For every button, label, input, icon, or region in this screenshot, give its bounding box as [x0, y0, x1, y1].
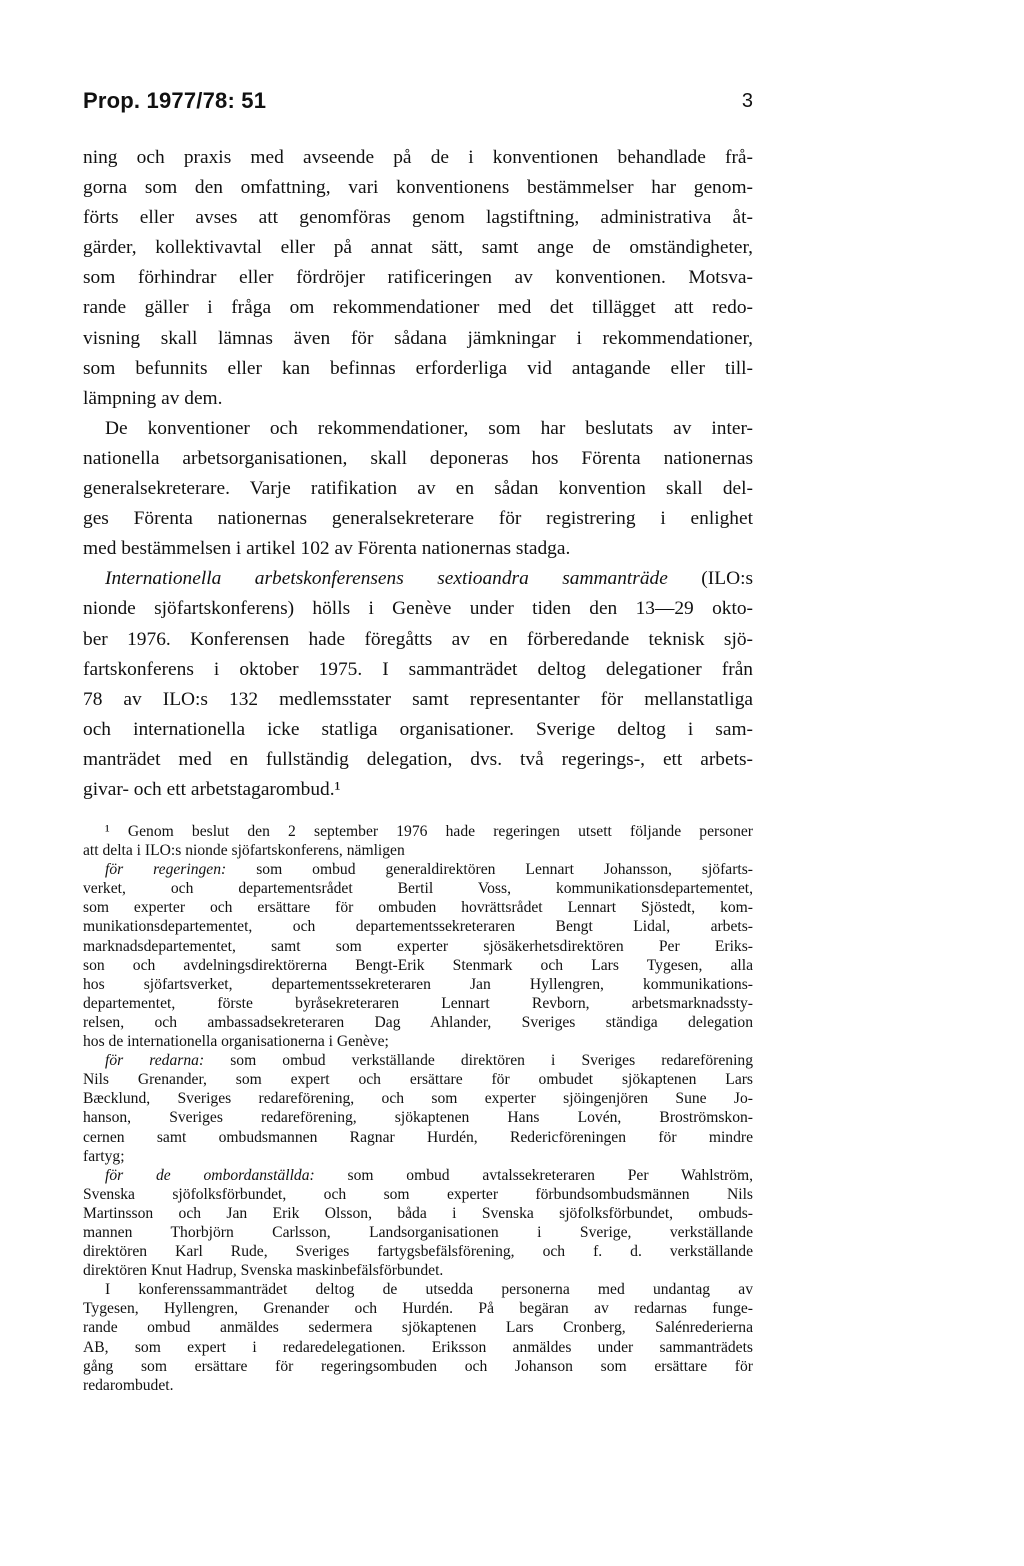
footnote-line-with-italic	[83, 1166, 753, 1185]
body-line: ber 1976. Konferensen hade föregåtts av en förberedande teknisk sjö-	[83, 628, 753, 650]
footnote-line: verket, och departementsrådet Bertil Voss, kommunikationsdepartementet,	[83, 880, 753, 898]
body-line: med bestämmelsen i artikel 102 av Förenta nationernas stadga.	[83, 538, 571, 560]
footnote-line-with-italic	[83, 1051, 753, 1070]
footnote-line: departementet, förste byråsekreteraren Lennart Revborn, arbetsmarknadssty-	[83, 994, 753, 1012]
body-line: generalsekreterare. Varje ratifikation av en sådan konvention skall del-	[83, 478, 753, 500]
body-line: lämpning av dem.	[83, 387, 223, 409]
body-line: som befunnits eller kan befinnas erforderliga vid antagande eller till-	[83, 357, 753, 379]
footnote-line: som experter och ersättare för ombuden hovrättsrådet Lennart Sjöstedt, kom-	[83, 899, 753, 917]
body-line: fartskonferens i oktober 1975. I sammanträdet deltog delegationer från	[83, 658, 753, 680]
body-line: rande gäller i fråga om rekommendationer med det tillägget att redo-	[83, 297, 753, 319]
footnote-line: gång som ersättare för regeringsombuden och Johanson som ersättare för	[83, 1357, 753, 1375]
footnote-line: munikationsdepartementet, och departementssekreteraren Bengt Lidal, arbets-	[83, 918, 753, 936]
footnotes	[83, 822, 753, 1395]
footnote-line: relsen, och ambassadsekreteraren Dag Ahlander, Sveriges ständiga delegation	[83, 1013, 753, 1031]
footnote-line: direktören Karl Rude, Sveriges fartygsbefälsförening, och f. d. verkställande	[83, 1243, 753, 1261]
footnote-line: Nils Grenander, som expert och ersättare för ombudet sjökaptenen Lars	[83, 1071, 753, 1089]
body-line: gorna som den omfattning, vari konventionens bestämmelser har genom-	[83, 177, 753, 199]
footnote-line: son och avdelningsdirektörerna Bengt-Erik Stenmark och Lars Tygesen, alla	[83, 956, 753, 974]
footnote-line: direktören Knut Hadrup, Svenska maskinbefälsförbundet.	[83, 1262, 444, 1280]
footnote-line: hos sjöfartsverket, departementssekreteraren Jan Hyllengren, kommunikations-	[83, 975, 753, 993]
footnote-line: AB, som expert i redaredelegationen. Eriksson anmäldes under sammanträdets	[83, 1338, 753, 1356]
body-line-rest: (ILO:s	[667, 568, 753, 590]
footnote-line: ¹ Genom beslut den 2 september 1976 hade regeringen utsett följande personer	[105, 823, 753, 840]
body-line: nationella arbetsorganisationen, skall deponeras hos Förenta nationernas	[83, 447, 753, 469]
body-line: visning skall lämnas även för sådana jämkningar i rekommendationer,	[83, 327, 753, 349]
footnote-line: fartyg;	[83, 1147, 125, 1165]
footnote-line: Martinsson och Jan Erik Olsson, båda i Svenska sjöfolksförbundet, ombuds-	[83, 1204, 753, 1222]
footnote-line-rest: som ombud avtalssekreteraren Per Wahlström,	[314, 1166, 753, 1184]
page-number: 3	[741, 90, 753, 112]
body-line: och internationella icke statliga organisationer. Sverige deltog i sam-	[83, 718, 753, 740]
body-line: förts eller avses att genomföras genom lagstiftning, administrativa åt-	[83, 207, 753, 229]
body-line: 78 av ILO:s 132 medlemsstater samt representanter för mellanstatliga	[83, 688, 753, 710]
page-header	[83, 88, 753, 118]
body-line: nionde sjöfartskonferens) hölls i Genève under tiden den 13—29 okto-	[83, 598, 753, 620]
italic-label: för regeringen:	[105, 861, 227, 879]
footnote-line: Svenska sjöfolksförbundet, och som experter förbundsombudsmännen Nils	[83, 1185, 753, 1203]
body-line: gärder, kollektivavtal eller på annat sätt, samt ange de omständigheter,	[83, 237, 753, 259]
footnote-line: Tygesen, Hyllengren, Grenander och Hurdén. På begäran av redarnas funge-	[83, 1300, 753, 1318]
footnote-line-rest: som ombud verkställande direktören i Sveriges redareförening	[204, 1052, 753, 1070]
italic-heading: Internationella arbetskonferensens sextioandra sammanträde	[105, 568, 668, 590]
body-line: ning och praxis med avseende på de i konventionen behandlade frå-	[83, 147, 753, 168]
body-line: givar- och ett arbetstagarombud.¹	[83, 778, 341, 800]
body-line-with-italic	[83, 564, 753, 594]
body-line: som förhindrar eller fördröjer ratificeringen av konventionen. Motsva-	[83, 267, 753, 289]
body-line: manträdet med en fullständig delegation, dvs. två regerings-, ett arbets-	[83, 748, 753, 770]
footnote-line: marknadsdepartementet, samt som experter sjösäkerhetsdirektören Per Eriks-	[83, 937, 753, 955]
footnote-line-rest: som ombud generaldirektören Lennart Johansson, sjöfarts-	[226, 861, 753, 879]
body-line: ges Förenta nationernas generalsekreterare för registrering i enlighet	[83, 508, 753, 530]
footnote-line: mannen Thorbjörn Carlsson, Landsorganisationen i Sverige, verkställande	[83, 1223, 753, 1241]
body-line: De konventioner och rekommendationer, som har beslutats av inter-	[105, 417, 753, 439]
footnote-line: hos de internationella organisationerna i Genève;	[83, 1033, 389, 1051]
document-reference: Prop. 1977/78: 51	[83, 88, 267, 113]
footnote-line: rande ombud anmäldes sedermera sjökaptenen Lars Cronberg, Salénrederierna	[83, 1319, 753, 1337]
italic-label: för redarna:	[105, 1052, 205, 1070]
footnote-line: Bæcklund, Sveriges redareförening, och som experter sjöingenjören Sune Jo-	[83, 1090, 753, 1108]
main-text	[83, 143, 753, 805]
footnote-line: att delta i ILO:s nionde sjöfartskonferens, nämligen	[83, 842, 405, 860]
footnote-line: redarombudet.	[83, 1376, 174, 1394]
footnote-line: hanson, Sveriges redareförening, sjökaptenen Hans Lovén, Broströmskon-	[83, 1109, 753, 1127]
footnote-line-with-italic	[83, 860, 753, 879]
footnote-line: I konferenssammanträdet deltog de utsedda personerna med undantag av	[105, 1281, 753, 1299]
footnote-line: cernen samt ombudsmannen Ragnar Hurdén, Redericföreningen för mindre	[83, 1128, 753, 1146]
italic-label: för de ombordanställda:	[105, 1166, 315, 1184]
